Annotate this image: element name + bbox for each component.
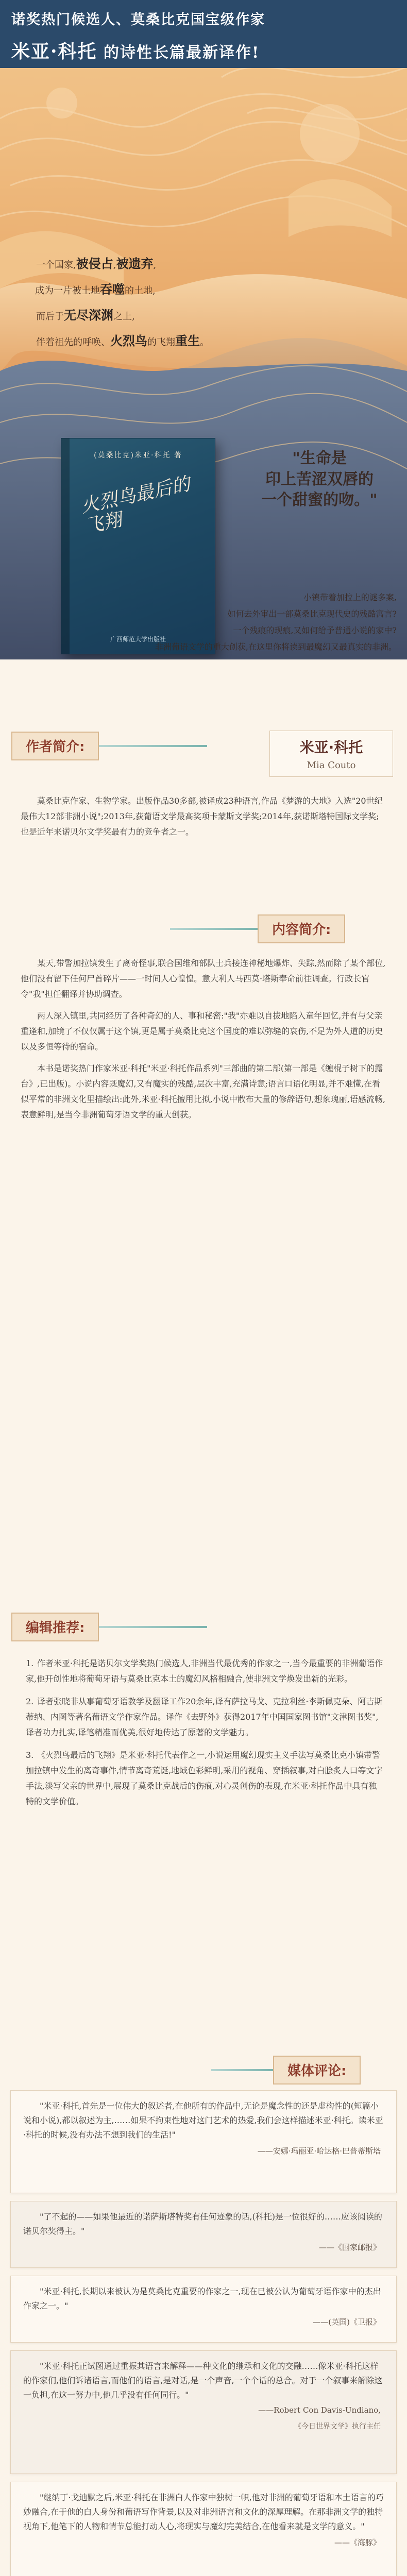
summary-paragraph: 两人深入镇里,共同经历了各种奇幻的人、事和秘密:"我"亦难以自拔地陷入童年回忆,并有与父亲重逢和,加镜了不仅仅属于这个镇,更是属于莫桑比克这个国度的难以弥缝的哀伤,不足为外人道的历史以及多恒等待的宿命。 bbox=[21, 1011, 383, 1052]
review-text: "米亚·科托正试图通过重振其语言来解释——种文化的继承和文化的交融……像米亚·科托这样的作家们,他们诉诸语言,而他们的语言,是对话,是一个声音,一个个话的总合。对于一个叙事来解除这一负担,在这一努力中,他几乎没有任何同行。" bbox=[23, 2361, 383, 2400]
summary-body bbox=[21, 956, 386, 1129]
review-text: "米亚·科托,长期以来被认为是莫桑比克重要的作家之一,现在已被公认为葡萄牙语作家中的杰出作家之一。" bbox=[23, 2286, 381, 2311]
quote-line: 一个甜蜜的吻。" bbox=[261, 491, 378, 509]
review-source-title: 《今日世界文学》执行主任 bbox=[294, 2422, 381, 2431]
review-text: "继纳丁·戈迪默之后,米亚·科托在非洲白人作家中独树一帜,他对非洲的葡萄牙语和本土语言的巧妙融合,在于他的白人身份和葡语写作背景,以及对非洲语言和文化的深厚理解。在那非洲文学的独特视角下,他笔下的人物和情节总能打动人心,将现实与魔幻完美结合,在他看来就是文学的意义。" bbox=[23, 2493, 384, 2531]
poem-emphasis: 火烈鸟 bbox=[110, 333, 147, 348]
hero-intro bbox=[0, 556, 407, 659]
poem-emphasis: 被侵占 bbox=[76, 256, 113, 271]
editor-section-header bbox=[11, 1613, 207, 1641]
banner-line-1: 诺奖热门候选人、莫桑比克国宝级作家 bbox=[11, 12, 265, 28]
poem-text: 伴着祖先的呼唤、 bbox=[36, 337, 110, 348]
summary-section-title: 内容简介: bbox=[258, 914, 345, 943]
poem-emphasis: 吞噬 bbox=[100, 282, 125, 297]
author-section-title: 作者简介: bbox=[11, 732, 99, 760]
review-card bbox=[10, 2201, 397, 2268]
poem-text: 。 bbox=[200, 337, 209, 348]
book-publisher: 广西师范大学出版社 bbox=[110, 636, 166, 643]
poem-text: 而后于 bbox=[36, 311, 64, 322]
book-title: 火烈鸟最后的飞翔 bbox=[78, 473, 192, 537]
editor-item-text: 作者米亚·科托是诺贝尔文学奖热门候选人,非洲当代最优秀的作家之一,当今最重要的非洲葡语作家,他开创性地将葡萄牙语与莫桑比克本土的魔幻风格相融合,使非洲文学焕发出新的光彩。 bbox=[26, 1658, 383, 1684]
summary-paragraph: 某天,带警加拉镇发生了离奇怪事,联合国维和部队士兵接连神秘地爆炸、失踪,然而除了某个部位,他们没有留下任何尸首碎片——一时间人心惶惶。意大利人马西莫·塔斯奉命前往调查。行政长官令"我"担任翻译并协助调查。 bbox=[21, 958, 386, 999]
poem-text: 成为一片被土地 bbox=[35, 285, 100, 296]
editor-section-title: 编辑推荐: bbox=[11, 1613, 99, 1641]
section-divider bbox=[170, 928, 258, 930]
review-source: ——《海豚》 bbox=[334, 2538, 381, 2547]
banner-line-2 bbox=[11, 37, 260, 63]
review-card bbox=[10, 2276, 397, 2343]
poem-line-1 bbox=[36, 258, 252, 270]
poem-emphasis: 被遗弃 bbox=[116, 256, 154, 271]
poem-text: 之上, bbox=[113, 311, 135, 322]
review-text: "米亚·科托,首先是一位伟大的叙述者,在他所有的作品中,无论是魔念性的还是虚构性的(短篇小说和小说),都以叙述为主,……如果不拘束性地对这门艺术的热爱,我们会这样描述米亚·科托。读米亚·科托的时候,没有办法不想到我们的生活!" bbox=[23, 2101, 383, 2140]
review-source: ——安娜·玛丽亚·哈达格·巴普蒂斯塔 bbox=[257, 2146, 381, 2156]
author-bio-paragraph: 莫桑比克作家、生物学家。出版作品30多部,被译成23种语言,作品《梦游的大地》入选"20世纪最伟大12部非洲小说";2013年,获葡语文学最高奖项卡蒙斯文学奖;2014年,获诺斯塔特国际文学奖;也是近年来诺贝尔文学奖最有力的竞争者之一。 bbox=[21, 796, 383, 837]
section-divider bbox=[99, 745, 207, 747]
review-text: "了不起的——如果他最近的诺萨斯塔特奖有任何迹象的话,(科托)是一位很好的……应该阅读的诺贝尔奖得主。" bbox=[23, 2212, 382, 2236]
book-author: (莫桑比克)米亚·科托 著 bbox=[94, 451, 182, 460]
poem-emphasis: 重生 bbox=[175, 333, 200, 348]
editor-item: 3. 《火烈鸟最后的飞翔》是米亚·科托代表作之一,小说运用魔幻现实主义手法写莫桑比克小镇带警加拉镇中发生的离奇事件,情节离奇荒诞,地域色彩鲜明,采用的视角、穿插叙事,对白脍炙人口等文字手法,淡写父亲的世界中,展现了莫桑比克战后的伤痕,对心灵创伤的表现,在米亚·科托作品中具有独特的文学价值。 bbox=[26, 1750, 383, 1806]
editor-item: 1. 作者米亚·科托是诺贝尔文学奖热门候选人,非洲当代最优秀的作家之一,当今最重要的非洲葡语作家,他开创性地将葡萄牙语与莫桑比克本土的魔幻风格相融合,使非洲文学焕发出新的光彩。 bbox=[26, 1658, 383, 1684]
poem-text: 的飞翔 bbox=[147, 337, 175, 348]
hero-section bbox=[0, 0, 407, 659]
hero-banner bbox=[0, 0, 407, 68]
banner-author-name: 米亚·科托 bbox=[11, 41, 97, 62]
poem-line-4 bbox=[36, 335, 252, 347]
summary-paragraph: 本书是诺奖热门作家米亚·科托"米亚·科托作品系列"三部曲的第二部(第一部是《缠棍子树下的露台》,已出版)。小说内容既魔幻,又有魔实的残酷,层次丰富,充满诗意;语言口语化明显,并不难懂,在看似平常的非洲文化里描绘出:此外,米亚·科托擅用比拟,小说中散布大量的修辞语句,想象瑰丽,语感流畅,表意鲜明,是当今非洲葡萄牙语文学的重大创获。 bbox=[21, 1063, 385, 1120]
media-section-header bbox=[211, 2056, 361, 2084]
media-reviews bbox=[10, 2090, 397, 2576]
review-source: ——Robert Con Davis-Undiano, bbox=[258, 2405, 381, 2415]
intro-line: 如何去外审出一部莫桑比克现代史的残酷寓言? bbox=[227, 609, 397, 619]
poem-text: , bbox=[113, 260, 116, 270]
quote-line: 印上苦涩双唇的 bbox=[265, 470, 374, 488]
section-divider bbox=[211, 2069, 273, 2071]
poem-text: 一个国家, bbox=[36, 260, 76, 270]
author-section-header bbox=[11, 732, 207, 760]
poem-text: , bbox=[153, 260, 157, 270]
summary-section-header bbox=[170, 914, 345, 943]
poem-emphasis: 无尽深渊 bbox=[64, 308, 113, 323]
poem-line-2 bbox=[35, 283, 252, 296]
intro-line: 一个残痕的现痕,又如何给予普通小说的家中? bbox=[233, 625, 397, 635]
section-divider bbox=[99, 1626, 207, 1628]
author-bio bbox=[21, 793, 386, 846]
editor-item-text: 译者张晓非从事葡萄牙语教学及翻译工作20余年,译有萨拉马戈、克拉利丝·李斯佩克朵、阿吉斯蒂纳、内图等著名葡语文学作家作品。译作《去野外》获得2017年中国国家图书馆"文津图书奖",译者功力扎实,译笔精准而优美,很好地传达了原著的文学魅力。 bbox=[26, 1697, 383, 1737]
author-name-en: Mia Couto bbox=[307, 760, 356, 771]
intro-line: 非洲葡语文学的重大创获,在这里你将读到最魔幻又最真实的非洲。 bbox=[155, 642, 397, 652]
poem-text: 的土地, bbox=[125, 285, 156, 296]
author-name-card bbox=[269, 731, 393, 777]
poem-line-3 bbox=[36, 309, 252, 321]
intro-line: 小镇带着加拉上的谜多案, bbox=[303, 592, 397, 602]
author-name-cn: 米亚·科托 bbox=[299, 739, 363, 756]
media-section-title: 媒体评论: bbox=[273, 2056, 361, 2084]
review-card bbox=[10, 2350, 397, 2474]
review-source: ——(英国)《卫报》 bbox=[313, 2317, 381, 2327]
editor-item: 2. 译者张晓非从事葡萄牙语教学及翻译工作20余年,译有萨拉马戈、克拉利丝·李斯佩克朵、阿吉斯蒂纳、内图等著名葡语文学作家作品。译作《去野外》获得2017年中国国家图书馆"文津图书奖",译者功力扎实,译笔精准而优美,很好地传达了原著的文学魅力。 bbox=[26, 1697, 383, 1737]
banner-line-2-rest: 的诗性长篇最新译作! bbox=[97, 44, 260, 62]
editor-recommendations bbox=[23, 1656, 383, 1817]
editor-item-text: 《火烈鸟最后的飞翔》是米亚·科托代表作之一,小说运用魔幻现实主义手法写莫桑比克小镇带警加拉镇中发生的离奇事件,情节离奇荒诞,地域色彩鲜明,采用的视角、穿插叙事,对白脍炙人口等文字手法,淡写父亲的世界中,展现了莫桑比克战后的伤痕,对心灵创伤的表现,在米亚·科托作品中具有独特的文学价值。 bbox=[26, 1750, 383, 1806]
hero-quote bbox=[242, 448, 397, 511]
quote-line: "生命是 bbox=[292, 449, 347, 467]
review-card bbox=[10, 2482, 397, 2576]
review-card bbox=[10, 2090, 397, 2193]
hero-poem bbox=[36, 258, 252, 361]
review-source: ——《国家邮报》 bbox=[318, 2243, 381, 2252]
